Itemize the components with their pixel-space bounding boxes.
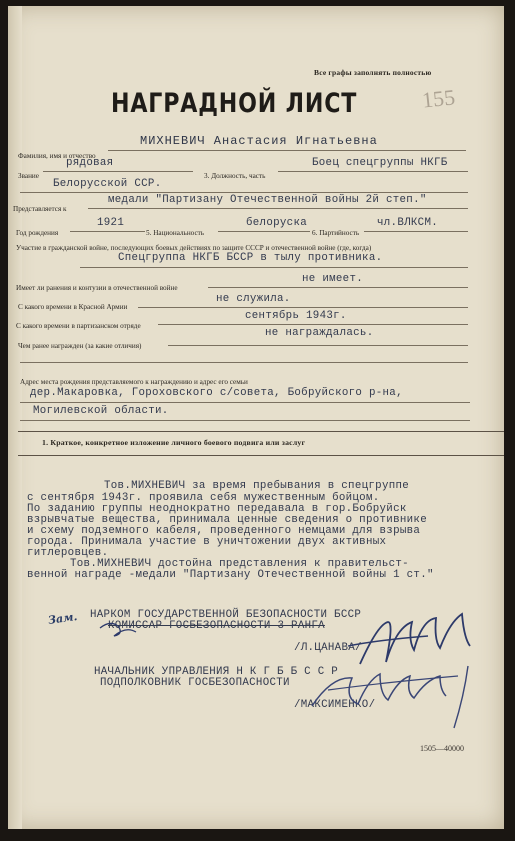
award-value: медали "Партизану Отечественной войны 2й степ." <box>108 194 427 206</box>
wounds-label: Имеет ли ранения и контузии в отечественной войне <box>16 284 178 292</box>
birth-value: 1921 <box>97 217 125 229</box>
narrative-line: гитлеровцев. <box>27 547 109 559</box>
fill-instruction: Все графы заполнять полностью <box>314 68 432 77</box>
address-value-1: дер.Макаровка, Гороховского с/совета, Бобруйского р-на, <box>30 387 403 399</box>
narrative-line: Тов.МИХНЕВИЧ достойна представления к правительст- <box>70 558 409 570</box>
position-label: 3. Должность, часть <box>204 172 266 180</box>
narrative-line: с сентября 1943г. проявила себя мужественным бойцом. <box>27 492 380 504</box>
nationality-label: 5. Национальность <box>146 229 205 237</box>
signer1-title-1: НАРКОМ ГОСУДАРСТВЕННОЙ БЕЗОПАСНОСТИ БССР <box>90 609 362 621</box>
birth-label: Год рождения <box>16 229 59 237</box>
rank-value: рядовая <box>66 157 114 169</box>
partisan-label: С какого времени в партизанском отряде <box>16 322 141 330</box>
narrative-line: города. Принимала участие в уничтожении двух активных <box>27 536 387 548</box>
signer1-title-2: КОМИССАР ГОСБЕЗОПАСНОСТИ 3 РАНГА <box>108 620 325 632</box>
narrative-line: венной награде -медали "Партизану Отечественной войны 1 ст." <box>27 569 434 581</box>
address-label: Адрес места рождения представляемого к награждению и адрес его семьи <box>20 378 248 386</box>
address-value-2: Могилевской области. <box>33 405 169 417</box>
rank-label: Звание <box>18 172 39 180</box>
army-value: не служила. <box>216 293 291 305</box>
narrative-line: взрывчатые вещества, принимала ценные сведения о противнике <box>27 514 427 526</box>
position-value: Боец спецгруппы НКГБ <box>312 157 448 169</box>
prev-awards-label: Чем ранее награжден (за какие отличия) <box>18 342 142 350</box>
partisan-value: сентябрь 1943г. <box>245 310 347 322</box>
narrative-line: и схему подземного кабеля, проведенного немцами для взрыва <box>27 525 421 537</box>
section-heading: 1. Краткое, конкретное изложение личного боевого подвига или заслуг <box>42 438 306 447</box>
wounds-value: не имеет. <box>302 273 364 285</box>
party-value: чл.ВЛКСМ. <box>377 217 439 229</box>
position-value-2: Белорусской ССР. <box>53 178 162 190</box>
narrative-line: Тов.МИХНЕВИЧ за время пребывания в спецгруппе <box>104 480 410 492</box>
civil-war-label: Участие в гражданской войне, последующих боевых действиях по защите СССР и отечественной войне (где, когда) <box>16 244 372 252</box>
paper-fold <box>8 6 22 829</box>
signature-2-scrawl <box>308 646 498 736</box>
archive-number: 155 <box>420 84 457 113</box>
nationality-value: белоруска <box>246 217 308 229</box>
army-label: С какого времени в Красной Армии <box>18 303 128 311</box>
prev-awards-value: не награждалась. <box>265 327 374 339</box>
document-title: НАГРАДНОЙ ЛИСТ <box>111 88 358 119</box>
award-sheet <box>8 6 504 829</box>
handwritten-deputy-note: Зам. <box>47 610 79 627</box>
signer2-title-1: НАЧАЛЬНИК УПРАВЛЕНИЯ Н К Г Б Б С С Р <box>94 666 339 678</box>
award-label: Представляется к <box>13 205 67 213</box>
signer2-title-2: ПОДПОЛКОВНИК ГОСБЕЗОПАСНОСТИ <box>100 677 290 689</box>
signer2-name: /МАКСИМЕНКО/ <box>294 699 376 711</box>
name-label: Фамилия, имя и отчество <box>18 152 96 160</box>
print-code: 1505—40000 <box>420 744 464 753</box>
narrative-line: По заданию группы неоднократно передавала в гор.Бобруйск <box>27 503 407 515</box>
signer1-name: /Л.ЦАНАВА/ <box>294 642 362 654</box>
name-value: МИХНЕВИЧ Анастасия Игнатьевна <box>140 134 378 148</box>
civil-war-value: Спецгруппа НКГБ БССР в тылу противника. <box>118 252 383 264</box>
party-label: 6. Партийность <box>312 229 360 237</box>
